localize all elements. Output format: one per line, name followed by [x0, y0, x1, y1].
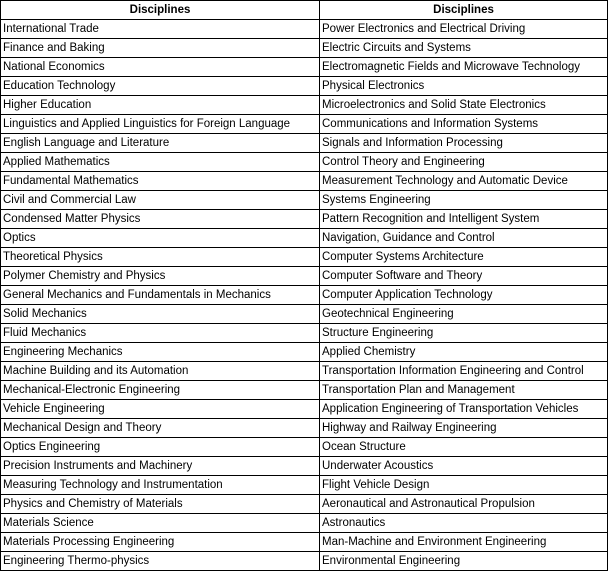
discipline-cell-left: Engineering Thermo-physics [1, 552, 320, 571]
discipline-cell-left: Fluid Mechanics [1, 324, 320, 343]
discipline-cell-left: Linguistics and Applied Linguistics for Foreign Language [1, 115, 320, 134]
table-row [1, 305, 608, 324]
table-row [1, 248, 608, 267]
discipline-cell-right: Signals and Information Processing [320, 134, 608, 153]
discipline-cell-right: Navigation, Guidance and Control [320, 229, 608, 248]
table-row [1, 96, 608, 115]
table-row [1, 286, 608, 305]
discipline-cell-left: Physics and Chemistry of Materials [1, 495, 320, 514]
discipline-cell-left: Measuring Technology and Instrumentation [1, 476, 320, 495]
table-body [1, 20, 608, 571]
discipline-cell-right: Communications and Information Systems [320, 115, 608, 134]
table-row [1, 210, 608, 229]
discipline-cell-left: Materials Processing Engineering [1, 533, 320, 552]
discipline-cell-left: Vehicle Engineering [1, 400, 320, 419]
discipline-cell-left: Finance and Baking [1, 39, 320, 58]
table-row [1, 552, 608, 571]
discipline-cell-right: Flight Vehicle Design [320, 476, 608, 495]
discipline-cell-right: Geotechnical Engineering [320, 305, 608, 324]
discipline-cell-right: Pattern Recognition and Intelligent System [320, 210, 608, 229]
table-row [1, 191, 608, 210]
discipline-cell-right: Computer Software and Theory [320, 267, 608, 286]
table-row [1, 153, 608, 172]
table-row [1, 58, 608, 77]
discipline-cell-left: Solid Mechanics [1, 305, 320, 324]
discipline-cell-right: Transportation Plan and Management [320, 381, 608, 400]
discipline-cell-right: Transportation Information Engineering and Control [320, 362, 608, 381]
table-row [1, 438, 608, 457]
table-row [1, 495, 608, 514]
discipline-cell-right: Highway and Railway Engineering [320, 419, 608, 438]
table-row [1, 77, 608, 96]
discipline-cell-left: International Trade [1, 20, 320, 39]
table-row [1, 533, 608, 552]
discipline-cell-right: Man-Machine and Environment Engineering [320, 533, 608, 552]
header-row [1, 1, 608, 20]
discipline-cell-left: Engineering Mechanics [1, 343, 320, 362]
discipline-cell-left: Applied Mathematics [1, 153, 320, 172]
discipline-cell-right: Power Electronics and Electrical Driving [320, 20, 608, 39]
discipline-cell-right: Microelectronics and Solid State Electronics [320, 96, 608, 115]
discipline-cell-right: Physical Electronics [320, 77, 608, 96]
discipline-cell-left: English Language and Literature [1, 134, 320, 153]
discipline-cell-left: Materials Science [1, 514, 320, 533]
discipline-cell-right: Astronautics [320, 514, 608, 533]
column-header: Disciplines [320, 1, 608, 20]
discipline-cell-left: Condensed Matter Physics [1, 210, 320, 229]
table-row [1, 115, 608, 134]
table-row [1, 134, 608, 153]
discipline-cell-right: Measurement Technology and Automatic Device [320, 172, 608, 191]
discipline-cell-left: Optics Engineering [1, 438, 320, 457]
discipline-cell-right: Aeronautical and Astronautical Propulsion [320, 495, 608, 514]
discipline-cell-left: Machine Building and its Automation [1, 362, 320, 381]
discipline-cell-right: Computer Application Technology [320, 286, 608, 305]
table-row [1, 476, 608, 495]
discipline-cell-left: Polymer Chemistry and Physics [1, 267, 320, 286]
discipline-cell-right: Structure Engineering [320, 324, 608, 343]
discipline-cell-right: Ocean Structure [320, 438, 608, 457]
table-row [1, 343, 608, 362]
discipline-cell-left: Optics [1, 229, 320, 248]
discipline-cell-left: Education Technology [1, 77, 320, 96]
discipline-cell-right: Underwater Acoustics [320, 457, 608, 476]
table-row [1, 20, 608, 39]
table-row [1, 362, 608, 381]
table-row [1, 381, 608, 400]
discipline-cell-left: Civil and Commercial Law [1, 191, 320, 210]
table-row [1, 39, 608, 58]
discipline-cell-right: Electric Circuits and Systems [320, 39, 608, 58]
discipline-cell-left: Mechanical-Electronic Engineering [1, 381, 320, 400]
discipline-cell-left: Precision Instruments and Machinery [1, 457, 320, 476]
discipline-cell-right: Environmental Engineering [320, 552, 608, 571]
discipline-cell-right: Electromagnetic Fields and Microwave Technology [320, 58, 608, 77]
table-row [1, 514, 608, 533]
discipline-cell-left: National Economics [1, 58, 320, 77]
discipline-cell-left: Mechanical Design and Theory [1, 419, 320, 438]
discipline-cell-right: Systems Engineering [320, 191, 608, 210]
discipline-cell-right: Application Engineering of Transportation Vehicles [320, 400, 608, 419]
discipline-cell-left: Fundamental Mathematics [1, 172, 320, 191]
table-row [1, 324, 608, 343]
discipline-cell-left: Theoretical Physics [1, 248, 320, 267]
table-row [1, 457, 608, 476]
discipline-cell-right: Applied Chemistry [320, 343, 608, 362]
table-row [1, 419, 608, 438]
discipline-cell-left: General Mechanics and Fundamentals in Mechanics [1, 286, 320, 305]
table-row [1, 400, 608, 419]
table-row [1, 172, 608, 191]
discipline-cell-right: Computer Systems Architecture [320, 248, 608, 267]
discipline-cell-right: Control Theory and Engineering [320, 153, 608, 172]
discipline-cell-left: Higher Education [1, 96, 320, 115]
column-header: Disciplines [1, 1, 320, 20]
table-row [1, 267, 608, 286]
table-row [1, 229, 608, 248]
